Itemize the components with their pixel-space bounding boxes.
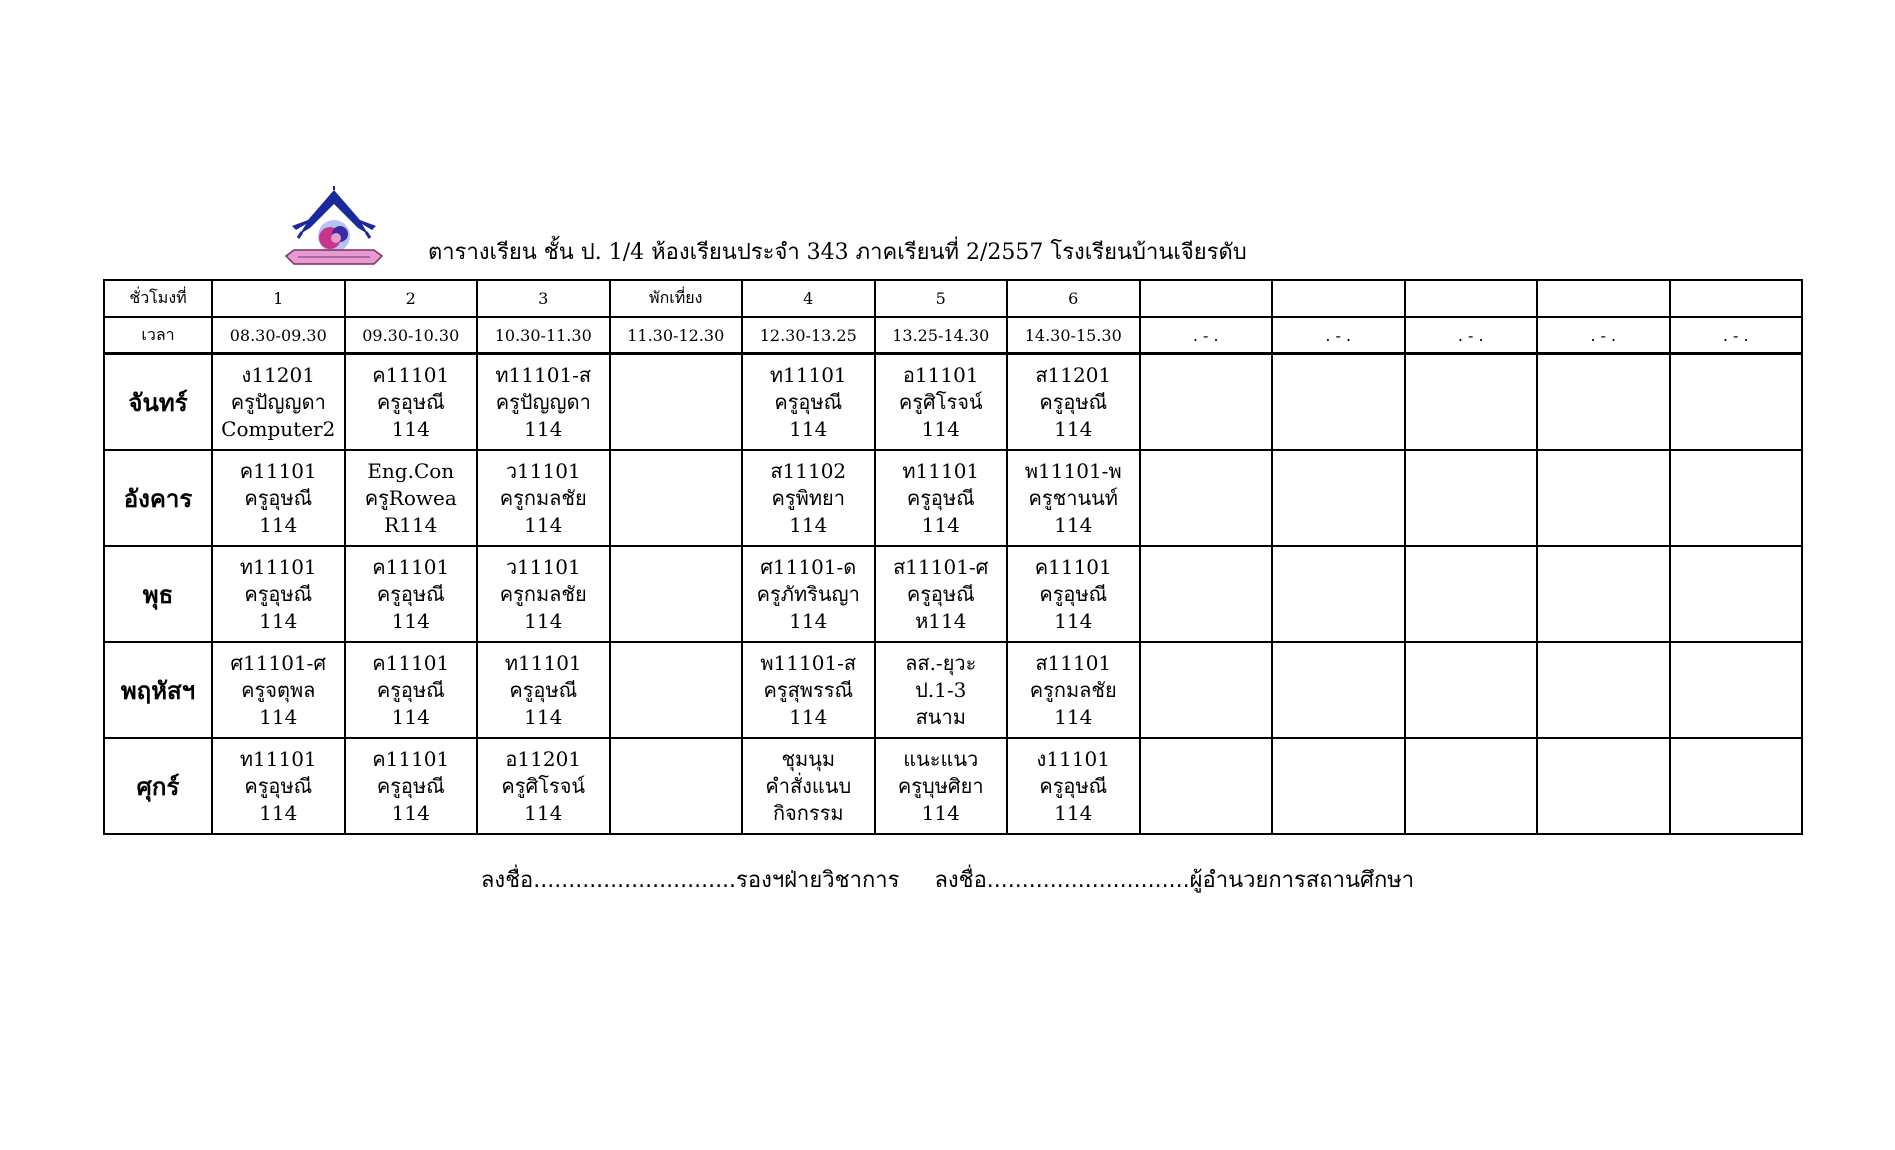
time-slot: . - . xyxy=(1272,317,1405,354)
cell-line: 114 xyxy=(789,704,828,729)
cell-line: 114 xyxy=(391,608,430,633)
period-number: 5 xyxy=(875,280,1008,317)
cell-line: 114 xyxy=(524,416,563,441)
cell-line: ครูอุษณี xyxy=(906,581,975,606)
time-slot: . - . xyxy=(1670,317,1803,354)
cell-line: ท11101 xyxy=(239,746,317,771)
cell-line: ค11101 xyxy=(372,650,450,675)
timetable-cell xyxy=(1007,738,1140,834)
cell-line: ครูบุษศิยา xyxy=(897,773,984,798)
timetable-cell xyxy=(1670,354,1803,451)
cell-line: อ11101 xyxy=(902,362,979,387)
timetable-cell xyxy=(212,354,345,451)
cell-line: ครูศิโรจน์ xyxy=(898,389,983,414)
timetable-cell xyxy=(1670,450,1803,546)
cell-line: 114 xyxy=(524,800,563,825)
cell-line: ศ11101-ศ xyxy=(230,650,327,675)
timetable-cell xyxy=(610,738,743,834)
cell-line: ครูสุพรรณี xyxy=(763,677,854,702)
cell-line: ค11101 xyxy=(1034,554,1112,579)
cell-line: 114 xyxy=(524,512,563,537)
day-row xyxy=(104,642,1802,738)
time-slot: 14.30-15.30 xyxy=(1007,317,1140,354)
timetable-cell xyxy=(610,450,743,546)
cell-line: สนาม xyxy=(915,704,966,729)
cell-line: อ11201 xyxy=(505,746,582,771)
timetable-cell xyxy=(610,546,743,642)
timetable-cell xyxy=(742,354,875,451)
timetable-cell xyxy=(742,642,875,738)
cell-line: 114 xyxy=(524,608,563,633)
timetable-cell xyxy=(875,354,1008,451)
day-name: จันทร์ xyxy=(104,354,212,451)
timetable-cell xyxy=(1140,354,1273,451)
cell-line: ค11101 xyxy=(372,362,450,387)
timetable-cell xyxy=(345,354,478,451)
cell-line: R114 xyxy=(384,512,438,537)
cell-line: ครูปัญญดา xyxy=(495,389,591,414)
timetable-cell xyxy=(742,450,875,546)
cell-line: ครูอุษณี xyxy=(509,677,578,702)
cell-line: ครูกมลชัย xyxy=(1029,677,1117,702)
period-number: 4 xyxy=(742,280,875,317)
timetable-cell xyxy=(875,450,1008,546)
time-slot: . - . xyxy=(1405,317,1538,354)
cell-line: ครูอุษณี xyxy=(244,773,313,798)
timetable-cell xyxy=(1272,642,1405,738)
timetable-cell xyxy=(742,546,875,642)
time-row xyxy=(104,317,1802,354)
cell-line: 114 xyxy=(1054,512,1093,537)
cell-line: ง11101 xyxy=(1036,746,1110,771)
cell-line: ครูกมลชัย xyxy=(499,485,587,510)
cell-line: ครูอุษณี xyxy=(376,389,445,414)
cell-line: ลส.-ยุวะ xyxy=(905,650,977,675)
cell-line: พ11101-พ xyxy=(1024,458,1122,483)
cell-line: 114 xyxy=(1054,608,1093,633)
timetable-cell xyxy=(345,642,478,738)
day-row xyxy=(104,450,1802,546)
timetable-cell xyxy=(1670,738,1803,834)
timetable-cell xyxy=(477,546,610,642)
cell-line: ครูอุษณี xyxy=(376,773,445,798)
cell-line: ท11101 xyxy=(769,362,847,387)
timetable-cell xyxy=(1007,450,1140,546)
period-number xyxy=(1140,280,1273,317)
signature-director: ลงชื่อ.............................ผู้อำนวยการสถานศึกษา xyxy=(934,868,1415,893)
cell-line: 114 xyxy=(1054,704,1093,729)
timetable-cell xyxy=(1272,354,1405,451)
school-emblem-icon xyxy=(278,186,390,276)
time-slot: 09.30-10.30 xyxy=(345,317,478,354)
timetable-cell xyxy=(1140,738,1273,834)
period-number xyxy=(1670,280,1803,317)
cell-line: 114 xyxy=(391,416,430,441)
timetable-cell xyxy=(1405,642,1538,738)
cell-line: 114 xyxy=(524,704,563,729)
cell-line: ว11101 xyxy=(505,554,581,579)
cell-line: 114 xyxy=(1054,416,1093,441)
cell-line: Eng.Con xyxy=(367,458,455,483)
cell-line: ครูชานนท์ xyxy=(1028,485,1118,510)
timetable-cell xyxy=(345,450,478,546)
cell-line: 114 xyxy=(259,608,298,633)
cell-line: ท11101 xyxy=(504,650,582,675)
timetable-cell xyxy=(1405,738,1538,834)
cell-line: ครูปัญญดา xyxy=(230,389,326,414)
cell-line: 114 xyxy=(391,800,430,825)
period-number xyxy=(1272,280,1405,317)
cell-line: ครูอุษณี xyxy=(1039,773,1108,798)
cell-line: 114 xyxy=(259,512,298,537)
cell-line: ครูพิทยา xyxy=(771,485,845,510)
day-row xyxy=(104,546,1802,642)
day-name: ศุกร์ xyxy=(104,738,212,834)
time-slot: . - . xyxy=(1537,317,1670,354)
period-number: 1 xyxy=(212,280,345,317)
page-title: ตารางเรียน ชั้น ป. 1/4 ห้องเรียนประจำ 343 ภาคเรียนที่ 2/2557 โรงเรียนบ้านเจียรดับ xyxy=(428,240,1247,265)
period-number: พักเที่ยง xyxy=(610,280,743,317)
cell-line: 114 xyxy=(391,704,430,729)
cell-line: ชุมนุม xyxy=(781,746,836,771)
timetable-cell xyxy=(1140,546,1273,642)
time-slot: 12.30-13.25 xyxy=(742,317,875,354)
period-number: 3 xyxy=(477,280,610,317)
period-header-row xyxy=(104,280,1802,317)
time-slot: 08.30-09.30 xyxy=(212,317,345,354)
period-number: 6 xyxy=(1007,280,1140,317)
time-slot: 13.25-14.30 xyxy=(875,317,1008,354)
timetable-cell xyxy=(477,354,610,451)
cell-line: 114 xyxy=(789,512,828,537)
timetable-cell xyxy=(1670,642,1803,738)
timetable-cell xyxy=(610,642,743,738)
day-name: พุธ xyxy=(104,546,212,642)
timetable-cell xyxy=(1405,450,1538,546)
cell-line: ครูอุษณี xyxy=(1039,389,1108,414)
timetable-cell xyxy=(1537,354,1670,451)
cell-line: ครูอุษณี xyxy=(774,389,843,414)
timetable-cell xyxy=(212,642,345,738)
timetable-cell xyxy=(477,642,610,738)
cell-line: ห114 xyxy=(915,608,967,633)
cell-line: ท11101 xyxy=(902,458,980,483)
timetable-cell xyxy=(1670,546,1803,642)
cell-line: ครูอุษณี xyxy=(376,581,445,606)
timetable-cell xyxy=(875,546,1008,642)
timetable-cell xyxy=(875,738,1008,834)
cell-line: ว11101 xyxy=(505,458,581,483)
timetable-cell xyxy=(1140,450,1273,546)
day-name: อังคาร xyxy=(104,450,212,546)
cell-line: ส11101 xyxy=(1035,650,1112,675)
timetable-cell xyxy=(212,738,345,834)
cell-line: ครูRowea xyxy=(364,485,457,510)
cell-line: Computer2 xyxy=(221,416,336,441)
timetable-cell xyxy=(1007,354,1140,451)
timetable-cell xyxy=(212,546,345,642)
cell-line: 114 xyxy=(259,704,298,729)
cell-line: คำสั่งแนบ xyxy=(765,773,852,798)
timetable-cell xyxy=(1537,450,1670,546)
cell-line: ง11201 xyxy=(241,362,315,387)
timetable-cell xyxy=(345,546,478,642)
cell-line: ครูจตุพล xyxy=(241,677,316,702)
timetable-cell xyxy=(1537,738,1670,834)
cell-line: พ11101-ส xyxy=(760,650,857,675)
cell-line: 114 xyxy=(1054,800,1093,825)
day-row xyxy=(104,738,1802,834)
cell-line: ส11101-ศ xyxy=(893,554,989,579)
timetable-cell xyxy=(1272,546,1405,642)
timetable-cell xyxy=(1537,546,1670,642)
time-slot: . - . xyxy=(1140,317,1273,354)
timetable-cell xyxy=(477,738,610,834)
day-row xyxy=(104,354,1802,451)
cell-line: 114 xyxy=(789,416,828,441)
period-number xyxy=(1537,280,1670,317)
timetable-cell xyxy=(875,642,1008,738)
cell-line: ครูอุษณี xyxy=(906,485,975,510)
period-number: 2 xyxy=(345,280,478,317)
timetable-cell xyxy=(1007,546,1140,642)
cell-line: 114 xyxy=(921,512,960,537)
cell-line: 114 xyxy=(789,608,828,633)
cell-line: 114 xyxy=(921,416,960,441)
timetable-cell xyxy=(477,450,610,546)
cell-line: ครูอุษณี xyxy=(244,485,313,510)
timetable-cell xyxy=(1140,642,1273,738)
cell-line: 114 xyxy=(921,800,960,825)
time-header-label: เวลา xyxy=(104,317,212,354)
cell-line: ศ11101-ด xyxy=(760,554,857,579)
cell-line: ส11201 xyxy=(1035,362,1112,387)
timetable-cell xyxy=(610,354,743,451)
cell-line: ครูภัทรินญา xyxy=(756,581,860,606)
cell-line: ค11101 xyxy=(372,554,450,579)
timetable-cell xyxy=(1272,450,1405,546)
cell-line: กิจกรรม xyxy=(772,800,844,825)
cell-line: ครูอุษณี xyxy=(376,677,445,702)
cell-line: แนะแนว xyxy=(903,746,979,771)
signature-academic-deputy: ลงชื่อ.............................รองฯฝ่ายวิชาการ xyxy=(480,868,900,893)
cell-line: ส11102 xyxy=(770,458,847,483)
cell-line: ครูอุษณี xyxy=(1039,581,1108,606)
timetable-cell xyxy=(345,738,478,834)
cell-line: ค11101 xyxy=(372,746,450,771)
signature-footer xyxy=(0,862,1895,897)
day-name: พฤหัสฯ xyxy=(104,642,212,738)
cell-line: ครูกมลชัย xyxy=(499,581,587,606)
timetable-cell xyxy=(1405,546,1538,642)
time-slot: 11.30-12.30 xyxy=(610,317,743,354)
time-slot: 10.30-11.30 xyxy=(477,317,610,354)
cell-line: ท11101-ส xyxy=(495,362,592,387)
timetable-cell xyxy=(1272,738,1405,834)
cell-line: ป.1-3 xyxy=(915,677,967,702)
cell-line: ครูอุษณี xyxy=(244,581,313,606)
period-header-label: ชั่วโมงที่ xyxy=(104,280,212,317)
timetable-cell xyxy=(742,738,875,834)
cell-line: ท11101 xyxy=(239,554,317,579)
timetable-cell xyxy=(1007,642,1140,738)
timetable-cell xyxy=(1405,354,1538,451)
timetable-cell xyxy=(212,450,345,546)
class-timetable xyxy=(103,279,1803,835)
cell-line: ครูศิโรจน์ xyxy=(501,773,586,798)
period-number xyxy=(1405,280,1538,317)
cell-line: 114 xyxy=(259,800,298,825)
timetable-cell xyxy=(1537,642,1670,738)
cell-line: ค11101 xyxy=(239,458,317,483)
